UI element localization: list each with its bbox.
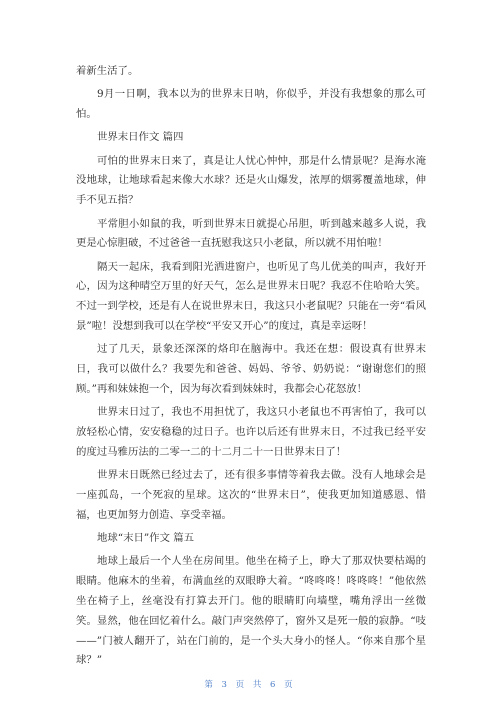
paragraph: 平常胆小如鼠的我，听到世界末日就提心吊胆，听到越来越多人说，我更是心惊胆破，不过爸爸一直抚慰我这只小老鼠，所以就不用怕啦！	[76, 217, 426, 250]
paragraph: 可怕的世界末日来了，真是让人忧心忡忡，那是什么情景呢？是海水淹没地球，让地球看起来像大水球？还是火山爆发，浓厚的烟雾覆盖地球，伸手不见五指？	[76, 154, 426, 207]
section-heading: 地球“末日”作文 篇五	[97, 532, 195, 545]
paragraph: 过了几天，景象还深深的烙印在脑海中。我还在想：假设真有世界末日，我可以做什么？我要先和爸爸、妈妈、爷爷、奶奶说：“谢谢您们的照顾。”再和妹妹抱一个，因为每次看到妹妹时，我都会心花怒放！	[76, 343, 426, 395]
paragraph: 隔天一起床，我看到阳光洒进窗户，也听见了鸟儿优美的叫声，我好开心，因为这种晴空万里的好天气，怎么是世界末日呢？我忍不住哈哈大笑。不过一到学校，还是有人在说世界末日，我这只小老鼠呢？只能在一旁“看风景”啦！没想到我可以在学校“平安又开心”的度过，真是幸运呀！	[76, 260, 426, 333]
section-heading: 世界末日作文 篇四	[97, 131, 184, 144]
paragraph: 地球上最后一个人坐在房间里。他坐在椅子上，睁大了那双快要枯竭的眼睛。他麻木的坐着，布满血丝的双眼睁大着。“咚咚咚！咚咚咚！”他依然坐在椅子上，丝毫没有打算去开门。他的眼睛盯向墙壁，嘴角浮出一丝微笑。显然，他在回忆着什么。敲门声突然停了，窗外又是死一般的寂静。“吱——”门被人翻开了，站在门前的，是一个头大身小的怪人。“你来自那个星球？”	[76, 555, 426, 667]
page-number-footer: 第 3 页 共 6 页	[204, 680, 296, 690]
document-body	[76, 62, 426, 675]
paragraph: 世界末日既然已经过去了，还有很多事情等着我去做。没有人地球会是一座孤岛，一个死寂的星球。这次的“世界末日”，使我更加知道感恩、惜福，也更加努力创造、享受幸福。	[76, 469, 426, 521]
paragraph: 着新生活了。	[76, 65, 139, 77]
paragraph: 世界末日过了，我也不用担忧了，我这只小老鼠也不再害怕了，我可以放轻松心情，安安稳稳的过日子。也许以后还有世界末日，不过我已经平安的度过马雅历法的二零一二的十二月二十一日世界末日了！	[76, 406, 426, 458]
paragraph: 9月一日啊，我本以为的世界末日呐，你似乎，并没有我想象的那么可怕。	[76, 88, 426, 121]
